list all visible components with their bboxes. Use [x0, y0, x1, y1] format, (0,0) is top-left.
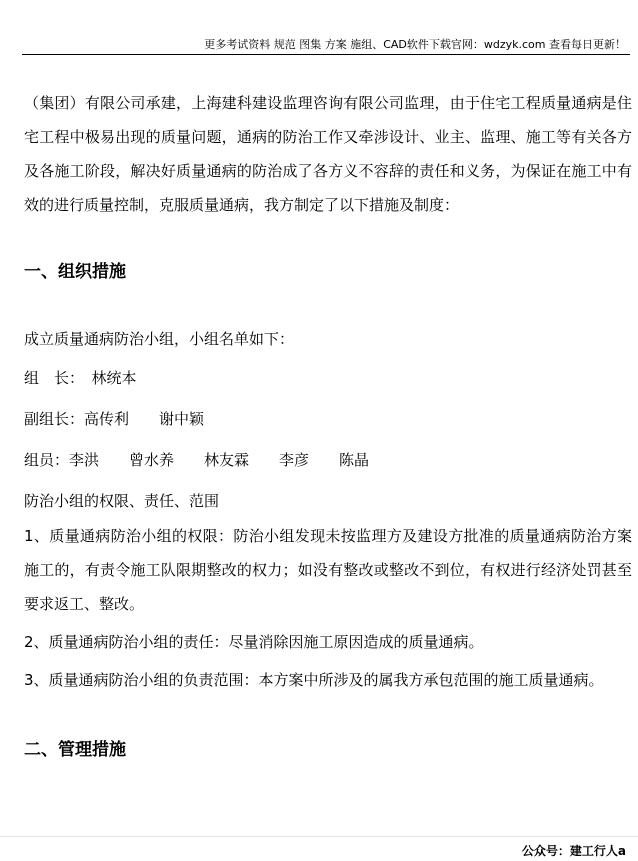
page-header	[0, 0, 638, 56]
scope-item: 3、质量通病防治小组的负责范围：本方案中所涉及的属我方承包范围的施工质量通病。	[24, 671, 604, 689]
intro-paragraph: （集团）有限公司承建，上海建科建设监理咨询有限公司监理，由于住宅工程质量通病是住宅工程中极易出现的质量问题，通病的防治工作又牵涉设计、业主、监理、施工等有关各方及各施工阶段，解决好质量通病的防治成了各方义不容辞的责任和义务，为保证在施工中有效的进行质量控制，克服质量通病，我方制定了以下措施及制度：	[24, 94, 632, 214]
footer-watermark: 公众号：建工行人a	[521, 844, 626, 858]
header-divider	[22, 54, 630, 55]
section-1-heading: 一、组织措施	[24, 262, 126, 282]
group-members: 组员：李洪 曾水养 林友霖 李彦 陈晶	[24, 451, 370, 469]
section-2-heading: 二、管理措施	[24, 740, 126, 760]
group-intro: 成立质量通病防治小组，小组名单如下：	[24, 330, 295, 348]
authority-item: 1、质量通病防治小组的权限：防治小组发现未按监理方及建设方批准的质量通病防治方案施工的，有责令施工队限期整改的权力；如没有整改或整改不到位，有权进行经济处罚甚至要求返工、整改。	[24, 527, 632, 613]
document-body	[24, 86, 632, 763]
group-deputy: 副组长：高传利 谢中颖	[24, 410, 205, 428]
footer-divider	[0, 836, 638, 837]
header-text: 更多考试资料 规范 图集 方案 施组、CAD软件下载官网：wdzyk.com 查看每日更新！	[204, 38, 626, 51]
responsibility-item: 2、质量通病防治小组的责任：尽量消除因施工原因造成的质量通病。	[24, 633, 484, 651]
group-leader: 组 长： 林统本	[24, 369, 137, 387]
group-scope-title: 防治小组的权限、责任、范围	[24, 492, 220, 510]
